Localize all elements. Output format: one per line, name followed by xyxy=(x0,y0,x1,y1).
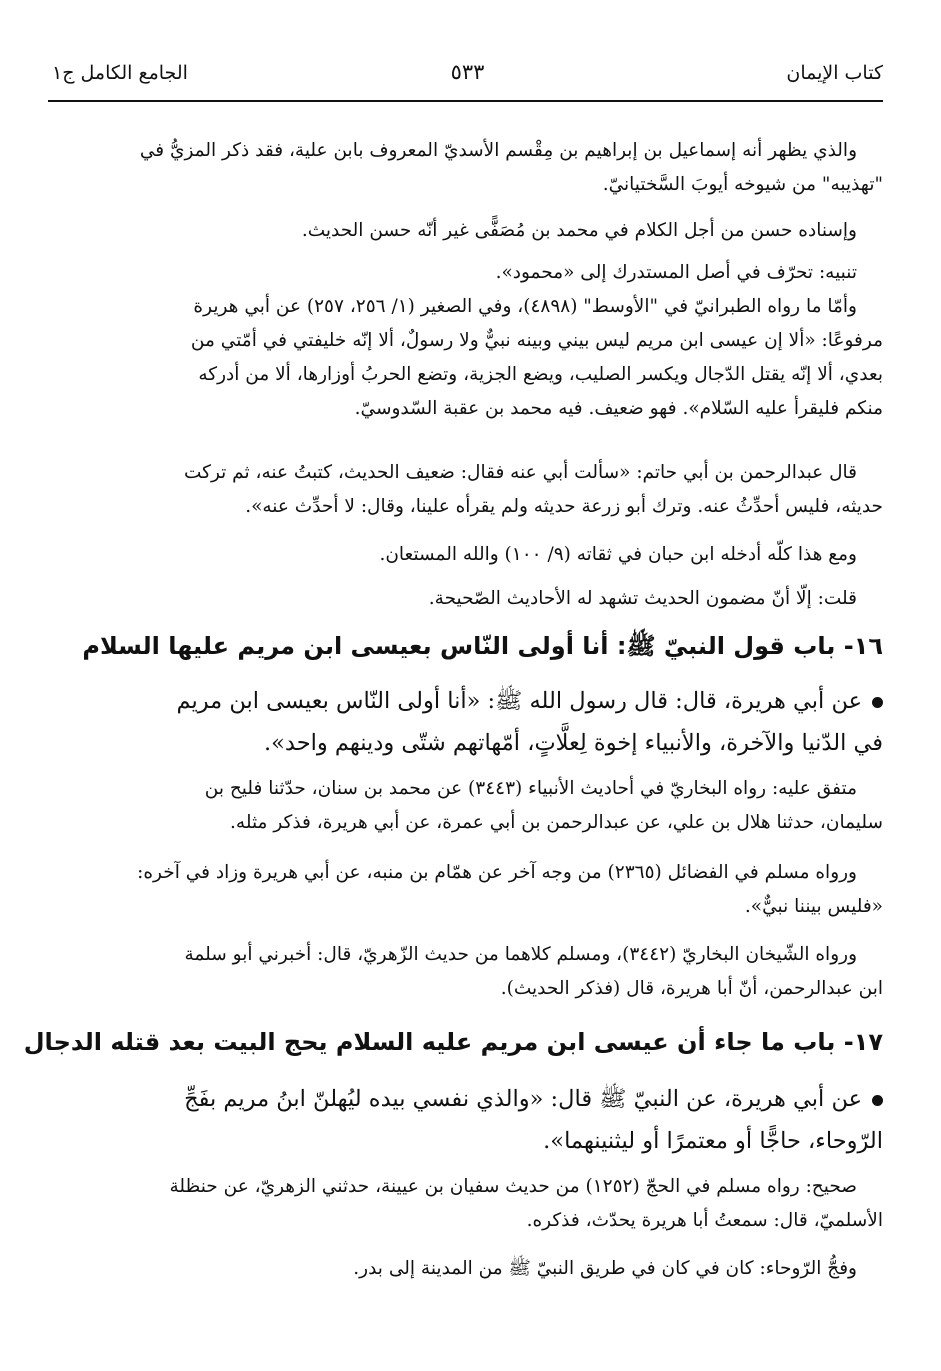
text-line: بعدي، ألا إنّه يقتل الدّجال ويكسر الصليب، ويضع الجزية، وتضع الحربُ أوزارها، ألا من أدركه xyxy=(198,364,883,385)
book-title: الجامع الكامل ج١ xyxy=(52,62,188,84)
text-line: الرّوحاء، حاجًّا أو معتمرًا أو ليثنينهما». xyxy=(543,1128,883,1154)
paragraph-ibn-hibban xyxy=(48,538,883,572)
page-number: ٥٣٣ xyxy=(450,60,485,84)
text-line: عن أبي هريرة، عن النبيّ ﷺ قال: «والذي نفسي بيده ليُهلنّ ابنُ مريم بفَجِّ xyxy=(48,1078,883,1120)
text-line: قال عبدالرحمن بن أبي حاتم: «سألت أبي عنه فقال: ضعيف الحديث، كتبتُ عنه، ثم تركت xyxy=(183,462,857,483)
paragraph-abi-hatim xyxy=(48,456,883,524)
paragraph-narrator-identification xyxy=(48,134,883,202)
text-line: ورواه مسلم في الفضائل (٢٣٦٥) من وجه آخر عن همّام بن منبه، عن أبي هريرة وزاد في آخره: xyxy=(137,862,857,883)
chapter-heading-16: ١٦- باب قول النبيّ ﷺ: أنا أولى النّاس بعيسى ابن مريم عليها السلام xyxy=(82,632,883,660)
chapter-heading-17: ١٧- باب ما جاء أن عيسى ابن مريم عليه السلام يحج البيت بعد قتله الدجال xyxy=(23,1028,883,1056)
paragraph-shaykhan xyxy=(48,938,883,1006)
paragraph-bukhari-16 xyxy=(48,772,883,840)
bullet-icon xyxy=(872,1095,883,1106)
bullet-icon xyxy=(872,697,883,708)
text-line: وفجُّ الرّوحاء: كان في كان في طريق النبيّ ﷺ من المدينة إلى بدر. xyxy=(353,1258,857,1279)
hadith-text-17 xyxy=(48,1078,883,1162)
paragraph-muslim-17 xyxy=(48,1170,883,1238)
text-line: متفق عليه: رواه البخاريّ في أحاديث الأنبياء (٣٤٤٣) عن محمد بن سنان، حدّثنا فليح بن xyxy=(204,778,857,799)
text-line: صحيح: رواه مسلم في الحجّ (١٢٥٢) من حديث سفيان بن عيينة، حدثني الزهريّ، عن حنظلة xyxy=(169,1176,857,1197)
text-line: مرفوعًا: «ألا إن عيسى ابن مريم ليس بيني وبينه نبيٌّ ولا رسولٌ، ألا إنّه خليفتي في أمّتي من xyxy=(190,330,883,351)
text-line: منكم فليقرأ عليه السّلام». فهو ضعيف. فيه محمد بن عقبة السّدوسيّ. xyxy=(354,398,883,419)
paragraph-note xyxy=(48,256,883,290)
text-line: "تهذيبه" من شيوخه أيوبَ السَّختيانيّ. xyxy=(602,174,883,195)
text-line: سليمان، حدثنا هلال بن علي، عن عبدالرحمن بن أبي عمرة، عن أبي هريرة، فذكر مثله. xyxy=(230,812,883,833)
paragraph-conclusion xyxy=(48,582,883,616)
text-line: والذي يظهر أنه إسماعيل بن إبراهيم بن مِقْسم الأسديّ المعروف بابن علية، فقد ذكر المزيُّ في xyxy=(139,140,857,161)
hadith-text-16 xyxy=(48,680,883,764)
text-line: ابن عبدالرحمن، أنّ أبا هريرة، قال (فذكر الحديث). xyxy=(500,978,883,999)
text-line: في الدّنيا والآخرة، والأنبياء إخوة لِعلَّاتٍ، أمّهاتهم شتّى ودينهم واحد». xyxy=(264,730,883,756)
paragraph-isnad-grade xyxy=(48,214,883,248)
text-line: الأسلميّ، قال: سمعتُ أبا هريرة يحدّث، فذكره. xyxy=(526,1210,883,1231)
text-line: «فليس بيننا نبيٌّ». xyxy=(744,896,883,917)
paragraph-tabarani xyxy=(48,290,883,426)
text-line: ومع هذا كلّه أدخله ابن حبان في ثقاته (٩/ ١٠٠) والله المستعان. xyxy=(379,544,857,565)
text-line: ورواه الشّيخان البخاريّ (٣٤٤٢)، ومسلم كلاهما من حديث الزّهريّ، قال: أخبرني أبو سلمة xyxy=(184,944,857,965)
text-line: حديثه، فليس أحدِّثُ عنه. وترك أبو زرعة حديثه ولم يقرأه علينا، وقال: لا أحدِّث عنه». xyxy=(245,496,883,517)
header-rule xyxy=(48,100,883,102)
text-line: تنبيه: تحرّف في أصل المستدرك إلى «محمود». xyxy=(495,262,857,283)
running-header xyxy=(52,56,883,96)
paragraph-muslim-16 xyxy=(48,856,883,924)
text-line: عن أبي هريرة، قال: قال رسول الله ﷺ: «أنا أولى النّاس بعيسى ابن مريم xyxy=(48,680,883,722)
chapter-title: كتاب الإيمان xyxy=(786,62,883,84)
paragraph-fajj-rawha xyxy=(48,1252,883,1286)
text-line: وأمّا ما رواه الطبرانيّ في "الأوسط" (٤٨٩٨)، وفي الصغير (١/ ٢٥٦، ٢٥٧) عن أبي هريرة xyxy=(193,296,857,317)
text-line: وإسناده حسن من أجل الكلام في محمد بن مُصَفًّى غير أنّه حسن الحديث. xyxy=(301,220,857,241)
text-line: قلت: إلّا أنّ مضمون الحديث تشهد له الأحاديث الصّحيحة. xyxy=(428,588,857,609)
